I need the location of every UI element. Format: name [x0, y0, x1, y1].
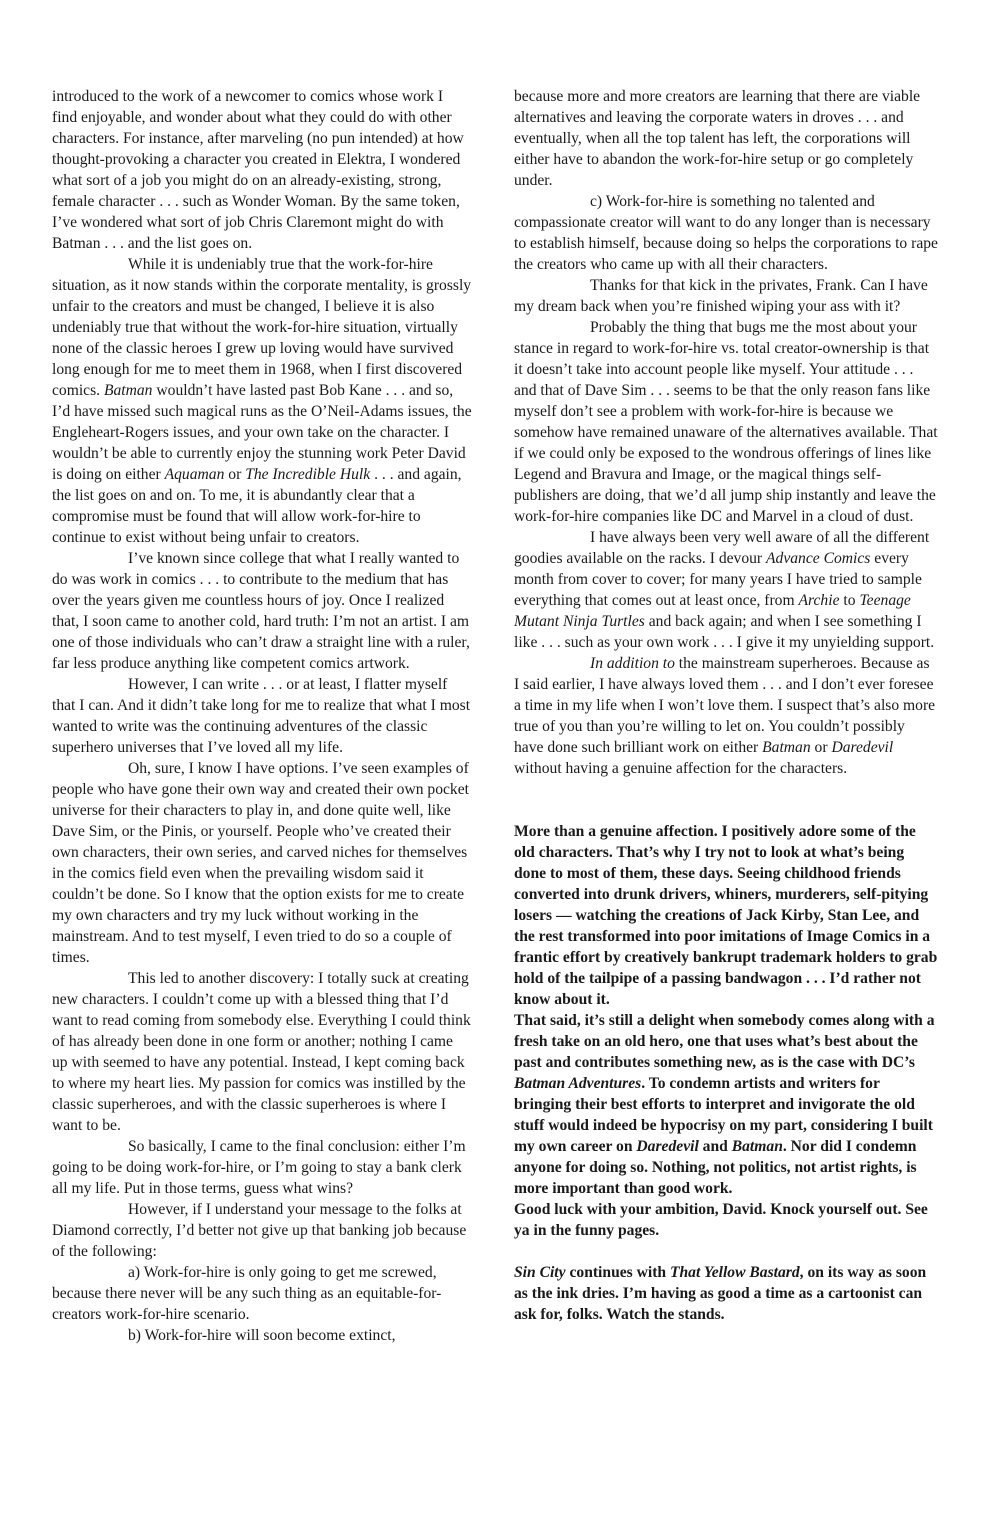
letter-paragraph — [52, 548, 472, 674]
text-run: or — [810, 739, 832, 756]
text-run: and — [698, 1138, 732, 1155]
italic-title: Sin City — [514, 1264, 566, 1281]
text-run: . . . and again, the list goes on and on. To me, it is abundantly clear that a compromise must be found that will allow work-for-hire to continue to exist without being unfair to creators. — [52, 466, 462, 546]
letter-paragraph — [514, 275, 938, 317]
italic-title: Batman — [103, 382, 153, 399]
text-run: , on its way as soon as the ink dries. I’m having as good a time as a cartoonist can ask for, folks. Watch the stands. — [514, 1264, 927, 1323]
italic-title: The Incredible Hulk — [245, 466, 371, 483]
text-run: c) Work-for-hire is something no talented and compassionate creator will want to do any longer than is necessary to establish himself, because doing so helps the corporations to rape the creators who came up with all their characters. — [514, 193, 938, 273]
letter-paragraph — [52, 1325, 472, 1346]
text-run: While it is undeniably true that the work-for-hire situation, as it now stands within the corporate mentality, is grossly unfair to the creators and must be changed, I believe it is also undeniably true that without the work-for-hire situation, virtually none of the classic heroes I grew up loving would have survived long enough for me to meet them in 1968, when I first discovered comics. — [52, 256, 472, 399]
editor-reply-paragraph — [514, 1199, 938, 1241]
editor-reply-paragraph — [514, 1010, 938, 1199]
text-run: the mainstream superheroes. Because as I said earlier, I have always loved them . . . and I don’t ever foresee a time in my life when I won’t love them. I suspect that’s also more true of you than you’re willing to let on. You couldn’t possibly have done such brilliant work on either — [514, 655, 936, 756]
italic-title: In addition to — [590, 655, 675, 672]
paragraph-gap — [514, 1241, 938, 1262]
text-run: to — [839, 592, 860, 609]
text-run: I’ve known since college that what I really wanted to do was work in comics . . . to contribute to the medium that has over the years given me countless hours of joy. Once I realized that, I soon came to another cold, hard truth: I’m not an artist. I am one of those individuals who can’t draw a straight line with a ruler, far less produce anything like competent comics artwork. — [52, 550, 470, 672]
paragraph-gap — [514, 800, 938, 821]
text-run: I have always been very well aware of all the different goodies available on the racks. I devour — [514, 529, 930, 567]
italic-title: Batman — [762, 739, 811, 756]
letter-paragraph — [52, 86, 472, 254]
editor-reply-paragraph — [514, 821, 938, 1010]
letter-paragraph — [52, 1136, 472, 1199]
text-run: Oh, sure, I know I have options. I’ve seen examples of people who have gone their own way and created their own pocket universe for their characters to play in, and done quite well, like Dave Sim, or the Pinis, or yourself. People who’ve created their own characters, their own series, and carved niches for themselves in the comics field even when the prevailing wisdom said it couldn’t be done. So I know that the option exists for me to create my own characters and try my luck without working in the mainstream. And to test myself, I even tried to do so a couple of times. — [52, 760, 469, 966]
text-run: continues with — [565, 1264, 670, 1281]
text-run: So basically, I came to the final conclusion: either I’m going to be doing work-for-hire, or I’m going to stay a bank clerk all my life. Put in those terms, guess what wins? — [52, 1138, 466, 1197]
text-run: Thanks for that kick in the privates, Frank. Can I have my dream back when you’re finished wiping your ass with it? — [514, 277, 928, 315]
italic-title: Aquaman — [164, 466, 225, 483]
text-run: . To condemn artists and writers for bringing their best efforts to interpret and invigorate the old stuff would indeed be hypocrisy on my part, considering I built my own career on — [514, 1075, 933, 1155]
editor-reply-paragraph — [514, 1262, 938, 1325]
italic-title: Teenage Mutant Ninja Turtles — [514, 592, 911, 630]
letter-paragraph — [52, 254, 472, 548]
italic-title: Batman Adventures — [514, 1075, 642, 1092]
text-run: wouldn’t have lasted past Bob Kane . . . and so, I’d have missed such magical runs as the O’Neil-Adams issues, the Engleheart-Rogers issues, and your own take on the character. I wouldn’t be able to currently enjoy the stunning work Peter David is doing on either — [52, 382, 472, 483]
text-run: a) Work-for-hire is only going to get me screwed, because there never will be any such thing as an equitable-for-creators work-for-hire scenario. — [52, 1264, 442, 1323]
italic-title: Daredevil — [831, 739, 894, 756]
italic-title: Archie — [798, 592, 840, 609]
letter-paragraph — [52, 674, 472, 758]
text-run: and back again; and when I see something I like . . . such as your own work . . . I give it my unyielding support. — [514, 613, 935, 651]
letter-paragraph — [514, 86, 938, 191]
italic-title: Batman — [731, 1138, 783, 1155]
text-run: Probably the thing that bugs me the most about your stance in regard to work-for-hire vs. total creator-ownership is that it doesn’t take into account people like myself. Your attitude . . . and that of Dave Sim . . . seems to be that the only reason fans like myself don’t see a problem with work-for-hire is because we somehow have remained unaware of the alternatives available. That if we could only be exposed to the wondrous offerings of lines like Legend and Bravura and Image, or the magical things self-publishers are doing, that we’d all jump ship instantly and leave the work-for-hire companies like DC and Marvel in a cloud of dust. — [514, 319, 938, 525]
left-column — [52, 86, 472, 1346]
text-run: More than a genuine affection. I positively adore some of the old characters. That’s why I try not to look at what’s being done to most of them, these days. Seeing childhood friends converted into drunk drivers, whiners, murderers, self-pitying losers — watching the creations of Jack Kirby, Stan Lee, and the rest transformed into poor imitations of Image Comics in a frantic effort by creatively bankrupt trademark holders to grab hold of the tailpipe of a passing bandwagon . . . I’d rather not know about it. — [514, 823, 938, 1008]
letter-paragraph — [514, 317, 938, 527]
right-column — [514, 86, 938, 1325]
text-run: That said, it’s still a delight when somebody comes along with a fresh take on an old hero, one that uses what’s best about the past and contributes something new, as is the case with DC’s — [514, 1012, 935, 1071]
text-run: However, if I understand your message to the folks at Diamond correctly, I’d better not give up that banking job because of the following: — [52, 1201, 467, 1260]
text-run: This led to another discovery: I totally suck at creating new characters. I couldn’t come up with a blessed thing that I’d want to read coming from somebody else. Everything I could think of has already been done in one form or another; nothing I came up with seemed to have any potential. Instead, I kept coming back to where my heart lies. My passion for comics was instilled by the classic superheroes, and with the classic superheroes is where I want to be. — [52, 970, 471, 1134]
text-run: Good luck with your ambition, David. Knock yourself out. See ya in the funny pages. — [514, 1201, 928, 1239]
letter-paragraph — [514, 653, 938, 779]
text-run: or — [224, 466, 246, 483]
text-run: . Nor did I condemn anyone for doing so. Nothing, not politics, not artist rights, is more important than good work. — [514, 1138, 917, 1197]
text-run: b) Work-for-hire will soon become extinct, — [128, 1327, 396, 1344]
text-run: because more and more creators are learning that there are viable alternatives and leaving the corporate waters in droves . . . and eventually, when all the top talent has left, the corporations will either have to abandon the work-for-hire setup or go completely under. — [514, 88, 921, 189]
letter-paragraph — [52, 758, 472, 968]
text-run: introduced to the work of a newcomer to comics whose work I find enjoyable, and wonder about what they could do with other characters. For instance, after marveling (no pun intended) at how thought-provoking a character you created in Elektra, I wondered what sort of a job you might do on an already-existing, strong, female character . . . such as Wonder Woman. By the same token, I’ve wondered what sort of job Chris Claremont might do with Batman . . . and the list goes on. — [52, 88, 464, 252]
text-run: without having a genuine affection for the characters. — [514, 760, 848, 777]
text-run: However, I can write . . . or at least, I flatter myself that I can. And it didn’t take long for me to realize that what I most wanted to write was the continuing adventures of the classic superhero universes that I’ve loved all my life. — [52, 676, 471, 756]
letter-paragraph — [514, 191, 938, 275]
letter-paragraph — [514, 527, 938, 653]
text-run: every month from cover to cover; for many years I have tried to sample everything that comes out at least once, from — [514, 550, 922, 609]
letter-paragraph — [52, 1262, 472, 1325]
letter-paragraph — [52, 1199, 472, 1262]
italic-title: That Yellow Bastard — [669, 1264, 800, 1281]
italic-title: Advance Comics — [766, 550, 871, 567]
letter-paragraph — [52, 968, 472, 1136]
italic-title: Daredevil — [636, 1138, 699, 1155]
paragraph-gap — [514, 779, 938, 800]
